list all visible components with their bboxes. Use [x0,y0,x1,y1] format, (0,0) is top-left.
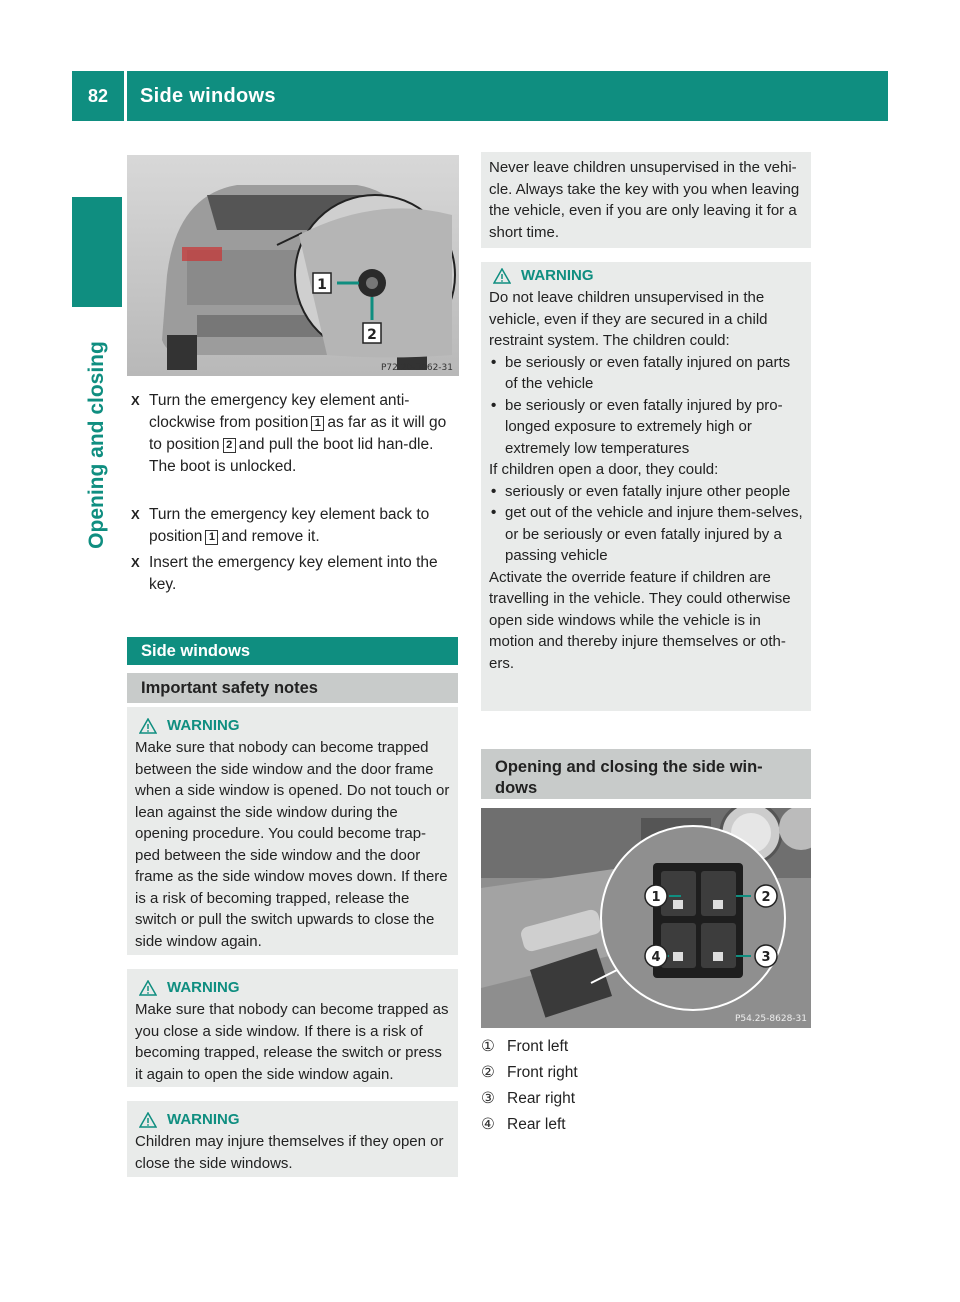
legend-item: ④ Rear left [481,1116,566,1133]
warning-bullet: • get out of the vehicle and injure them-selves, or be seriously or even fatally injured by a passing vehicle [491,504,803,564]
note-box [481,152,811,248]
step-2 [131,504,461,548]
step-text: and pull the boot lid han-dle. [238,436,434,453]
callout-4: 4 [651,950,661,965]
callout-2: 2 [367,327,377,343]
warning-box-1 [127,707,458,955]
side-tab-label: Opening and closing [85,341,108,549]
door-switch-illustration [481,808,811,1028]
warning-heading [139,977,450,999]
warning-bullet: • be seriously or even fatally injured on parts of the vehicle [491,353,791,392]
warning-outro: Activate the override feature if children are travelling in the vehicle. They could otherwise open side windows while the vehicle is in motion and thereby injure themselves or oth-ers. [489,568,791,672]
subsection-heading-safety: Important safety notes [127,673,458,703]
callout-2: 2 [761,890,771,905]
subsection-heading-opening: Opening and closing the side win-dows [481,749,811,799]
warning-label: WARNING [167,979,240,997]
legend-item: ② Front right [481,1064,578,1081]
section-heading-side-windows: Side windows [127,637,458,665]
warning-text: Make sure that nobody can become trapped as you close a side window. If there is a risk of becoming trapped, release the switch or press it again to open the side window again. [135,1001,449,1083]
warning-bullet: • be seriously or even fatally injured by pro-longed exposure to extremely high or extremely low temperatures [491,396,783,457]
warning-icon [139,718,157,734]
step-text: Turn the emergency key element anti-clockwise from position [149,392,410,431]
warning-heading [139,715,450,737]
step-text: Insert the emergency key element into the key. [149,554,438,593]
position-key-1: 1 [205,530,218,545]
warning-box-2 [127,969,458,1087]
position-key-2: 2 [223,438,236,453]
step-1 [131,390,461,478]
callout-1: 1 [317,277,327,293]
warning-label: WARNING [167,1111,240,1129]
warning-text: Make sure that nobody can become trapped between the side window and the door frame when a side window is opened. Do not touch or lean against the side window during the opening procedure. You could become trap-ped between the side window and the door frame as the side window moves down. If there is a risk of becoming trapped, release the switch or pull the switch upwards to close the side window again. [135,739,450,950]
warning-box-children [481,262,811,711]
legend-item: ① Front left [481,1038,569,1055]
warning-intro: Do not leave children unsupervised in the vehicle, even if they are secured in a child restraint system. The children could: [489,289,768,349]
side-tab-marker [72,197,122,307]
step-text: Turn the emergency key element back to position [149,506,430,545]
warning-heading [493,265,803,287]
step-marker: X [131,555,140,570]
step-marker: X [131,507,140,522]
step-result: The boot is unlocked. [149,458,297,475]
warning-mid: If children open a door, they could: [489,461,719,478]
callout-1: 1 [651,890,661,905]
boot-illustration [127,155,459,376]
warning-bullet: • seriously or even fatally injure other people [491,482,791,500]
callout-3: 3 [761,950,771,965]
warning-icon [493,268,511,284]
step-marker: X [131,393,140,408]
switch-legend [481,1034,811,1138]
page-title: Side windows [140,84,276,107]
step-text: and remove it. [221,528,320,545]
warning-label: WARNING [521,267,594,285]
warning-label: WARNING [167,717,240,735]
figure-code: P72.20-3062-31 [380,363,453,373]
side-tab [72,330,122,560]
figure-window-switches [481,808,811,1028]
legend-item: ③ Rear right [481,1090,576,1107]
note-text: Never leave children unsupervised in the vehi-cle. Always take the key with you when leaving the vehicle, even if you are only leaving it for a short time. [489,159,800,241]
warning-icon [139,1112,157,1128]
warning-icon [139,980,157,996]
position-key-1: 1 [311,416,324,431]
figure-boot-emergency-key [127,155,459,376]
page-number: 82 [87,85,109,106]
warning-text: Children may injure themselves if they open or close the side windows. [135,1133,444,1172]
warning-box-3 [127,1101,458,1177]
step-3 [131,552,461,596]
step-text: as far as it will go to position [149,414,447,453]
warning-heading [139,1109,450,1131]
header-separator [124,71,127,121]
figure-code: P54.25-8628-31 [734,1014,807,1024]
